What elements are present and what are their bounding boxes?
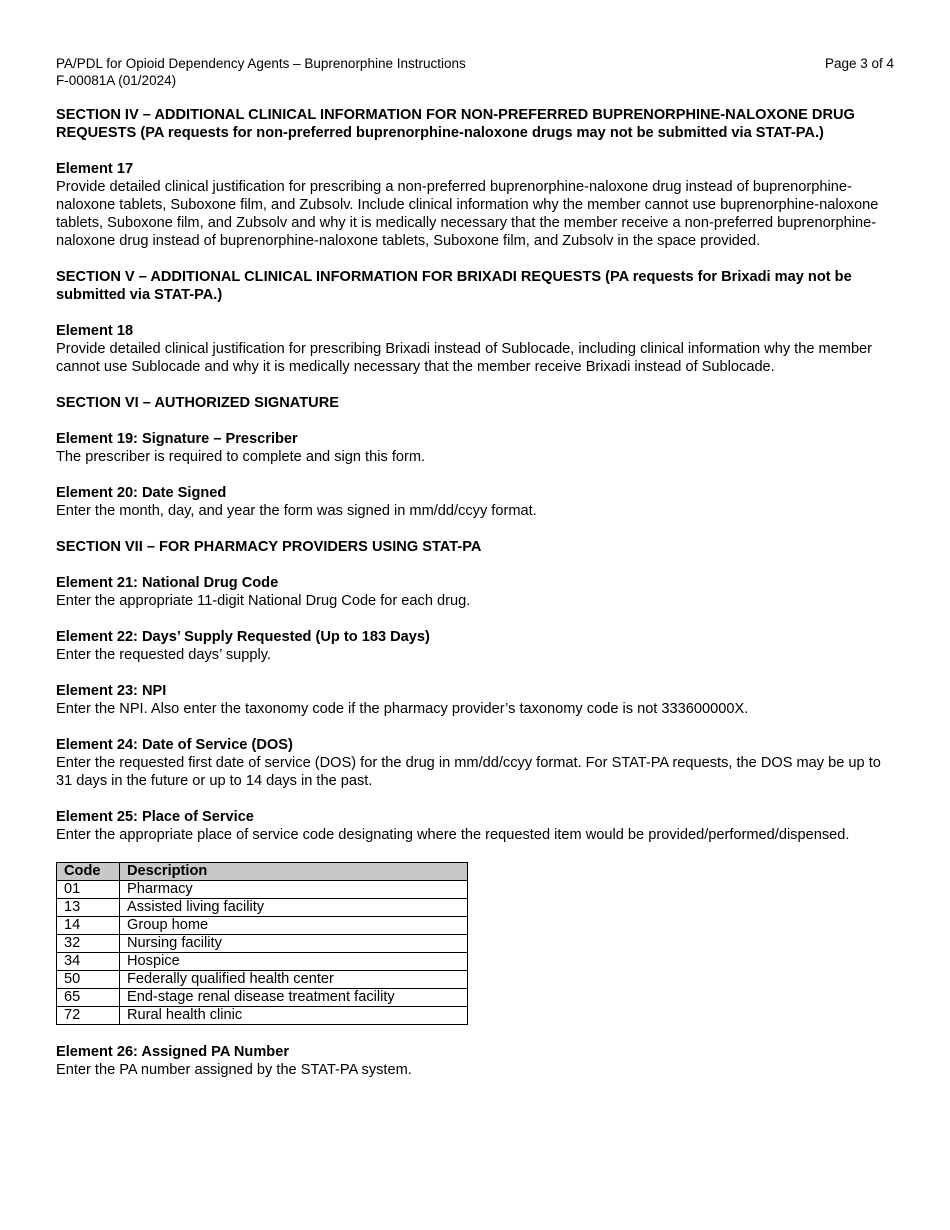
description-cell: Pharmacy bbox=[120, 881, 468, 899]
element-19-title: Element 19: Signature – Prescriber bbox=[56, 431, 298, 447]
code-cell: 32 bbox=[57, 935, 120, 953]
element-19-text: The prescriber is required to complete and sign this form. bbox=[56, 449, 426, 465]
element-22-text: Enter the requested days’ supply. bbox=[56, 647, 271, 663]
page-header bbox=[56, 55, 894, 72]
table-row bbox=[57, 899, 468, 917]
table-row bbox=[57, 1007, 468, 1025]
element-18-text: Provide detailed clinical justification for prescribing Brixadi instead of Sublocade, including clinical information why the member cannot use Sublocade and why it is medically necessary that the member receive Brixadi instead of Sublocade. bbox=[56, 341, 873, 375]
form-id: F-00081A (01/2024) bbox=[56, 73, 177, 88]
description-column-header: Description bbox=[120, 863, 468, 881]
code-cell: 72 bbox=[57, 1007, 120, 1025]
element-22-title: Element 22: Days’ Supply Requested (Up to 183 Days) bbox=[56, 629, 430, 645]
element-24-text: Enter the requested first date of service (DOS) for the drug in mm/dd/ccyy format. For STAT-PA requests, the DOS may be up to 31 days in the future or up to 14 days in the past. bbox=[56, 755, 881, 789]
section-vi-title: SECTION VI – AUTHORIZED SIGNATURE bbox=[56, 395, 339, 411]
description-cell: Federally qualified health center bbox=[120, 971, 468, 989]
table-row bbox=[57, 935, 468, 953]
code-cell: 65 bbox=[57, 989, 120, 1007]
page-number: Page 3 of 4 bbox=[824, 56, 894, 71]
description-cell: Hospice bbox=[120, 953, 468, 971]
code-cell: 13 bbox=[57, 899, 120, 917]
element-17-text: Provide detailed clinical justification for prescribing a non-preferred buprenorphine-naloxone drug instead of buprenorphine-naloxone tablets, Suboxone film, and Zubsolv. Include clinical information why the member cannot use buprenorphine-naloxone tablets, Suboxone film, and Zubsolv and why it is medically necessary that the member receive a non-preferred buprenorphine-naloxone drug instead of buprenorphine-naloxone tablets, Suboxone film, and Zubsolv in the space provided. bbox=[56, 179, 879, 249]
document-title: PA/PDL for Opioid Dependency Agents – Buprenorphine Instructions bbox=[56, 56, 466, 71]
code-cell: 34 bbox=[57, 953, 120, 971]
element-26-text: Enter the PA number assigned by the STAT-PA system. bbox=[56, 1062, 412, 1078]
section-iv-title: SECTION IV – ADDITIONAL CLINICAL INFORMATION FOR NON-PREFERRED BUPRENORPHINE-NALOXONE DRUG REQUESTS (PA requests for non-preferred buprenorphine-naloxone drugs may not be submitted via STAT-PA.) bbox=[56, 107, 855, 141]
code-cell: 01 bbox=[57, 881, 120, 899]
element-26-title: Element 26: Assigned PA Number bbox=[56, 1044, 290, 1060]
table-row bbox=[57, 989, 468, 1007]
element-20-title: Element 20: Date Signed bbox=[56, 485, 227, 501]
element-23-title: Element 23: NPI bbox=[56, 683, 167, 699]
element-24-title: Element 24: Date of Service (DOS) bbox=[56, 737, 293, 753]
section-v-title: SECTION V – ADDITIONAL CLINICAL INFORMATION FOR BRIXADI REQUESTS (PA requests for Brixadi may not be submitted via STAT-PA.) bbox=[56, 269, 852, 303]
description-cell: Rural health clinic bbox=[120, 1007, 468, 1025]
table-row bbox=[57, 953, 468, 971]
document-page bbox=[56, 55, 894, 1079]
table-row bbox=[57, 917, 468, 935]
table-header-row bbox=[57, 863, 468, 881]
element-25-text: Enter the appropriate place of service code designating where the requested item would be provided/performed/dispensed. bbox=[56, 827, 850, 843]
description-cell: Assisted living facility bbox=[120, 899, 468, 917]
element-21-title: Element 21: National Drug Code bbox=[56, 575, 279, 591]
code-column-header: Code bbox=[57, 863, 120, 881]
section-vii-title: SECTION VII – FOR PHARMACY PROVIDERS USING STAT-PA bbox=[56, 539, 482, 555]
element-17-title: Element 17 bbox=[56, 161, 134, 177]
description-cell: End-stage renal disease treatment facility bbox=[120, 989, 468, 1007]
description-cell: Nursing facility bbox=[120, 935, 468, 953]
element-21-text: Enter the appropriate 11-digit National Drug Code for each drug. bbox=[56, 593, 471, 609]
element-23-text: Enter the NPI. Also enter the taxonomy code if the pharmacy provider’s taxonomy code is not 333600000X. bbox=[56, 701, 749, 717]
table-row bbox=[57, 881, 468, 899]
element-20-text: Enter the month, day, and year the form was signed in mm/dd/ccyy format. bbox=[56, 503, 537, 519]
description-cell: Group home bbox=[120, 917, 468, 935]
element-18-title: Element 18 bbox=[56, 323, 134, 339]
table-row bbox=[57, 971, 468, 989]
place-of-service-table bbox=[56, 862, 468, 1025]
code-cell: 50 bbox=[57, 971, 120, 989]
element-25-title: Element 25: Place of Service bbox=[56, 809, 254, 825]
code-cell: 14 bbox=[57, 917, 120, 935]
